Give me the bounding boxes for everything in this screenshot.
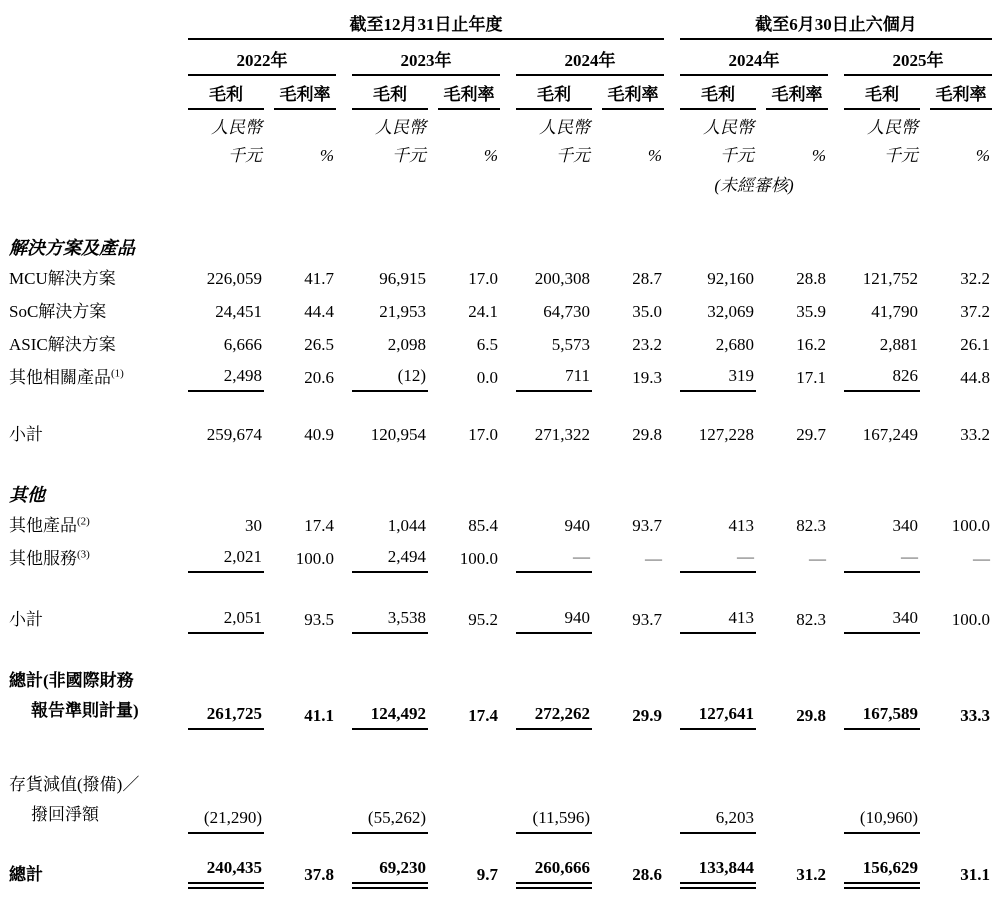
gpm-value: 17.1 [796,368,826,387]
gross-margin-header: 毛利率 [930,80,992,110]
gpm-value: 6.5 [476,335,498,354]
gpm-value: 33.3 [960,706,990,725]
gpm-value: 37.2 [960,302,990,321]
gp-value: 32,069 [707,302,754,321]
percent-label: % [975,146,990,165]
gp-value: 340 [844,608,920,634]
gp-value: 1,044 [387,516,426,535]
row-subtotal-others [0,601,1000,634]
subtotal-label: 小計 [9,425,43,444]
footnote-marker: (2) [77,515,90,528]
gp-value: 21,953 [379,302,426,321]
gp-value: 826 [844,366,920,392]
gpm-value: 20.6 [304,368,334,387]
gpm-value: 17.4 [304,516,334,535]
gpm-value: 93.7 [632,610,662,629]
gross-margin-header: 毛利率 [438,80,500,110]
gpm-value: 41.1 [304,706,334,725]
gpm-value: 17.4 [468,706,498,725]
section-title: 解決方案及產品 [9,238,135,258]
header-currency-row [0,108,1000,140]
spacer [0,449,1000,479]
gp-value: 261,725 [188,704,264,730]
percent-label: % [647,146,662,165]
gpm-value: 29.8 [796,706,826,725]
row-other-services [0,540,1000,573]
gpm-value: 44.8 [960,368,990,387]
gpm-value: 85.4 [468,516,498,535]
unaudited-label: (未經審核) [714,176,794,195]
gpm-value: 19.3 [632,368,662,387]
gross-margin-header: 毛利率 [274,80,336,110]
row-total-non-ifrs [0,666,1000,730]
gp-value: 156,629 [844,858,920,889]
spacer [0,196,1000,232]
gp-value: 226,059 [206,269,262,288]
gross-margin-header: 毛利率 [602,80,664,110]
gpm-value: 32.2 [960,269,990,288]
footnote-marker: (3) [77,548,90,561]
gp-value: 6,203 [680,808,756,834]
gp-value: (11,596) [516,808,592,834]
subtotal-label: 小計 [9,610,43,629]
percent-label: % [811,146,826,165]
footnote-marker: (1) [111,367,124,380]
gpm-value: 33.2 [960,425,990,444]
gpm-value: 95.2 [468,610,498,629]
percent-label: % [483,146,498,165]
gp-value: 271,322 [534,425,590,444]
unit-label: 千元 [884,146,918,165]
gp-value: 127,641 [680,704,756,730]
currency-label: 人民幣 [539,118,590,137]
row-section-others [0,479,1000,507]
year-2025-interim-header: 2025年 [844,46,992,76]
unit-label: 千元 [720,146,754,165]
gpm-value: 29.7 [796,425,826,444]
gpm-value: 28.8 [796,269,826,288]
gpm-value: 93.7 [632,516,662,535]
gp-value: 41,790 [871,302,918,321]
percent-label: % [319,146,334,165]
gpm-value: 29.8 [632,425,662,444]
currency-label: 人民幣 [703,118,754,137]
gp-value: 2,494 [352,547,428,573]
gross-profit-header: 毛利 [844,80,920,110]
gpm-value: 93.5 [304,610,334,629]
gross-profit-header: 毛利 [516,80,592,110]
gpm-value: — [809,549,826,568]
gpm-value: 17.0 [468,269,498,288]
currency-label: 人民幣 [375,118,426,137]
spacer [0,634,1000,666]
gpm-value: 82.3 [796,516,826,535]
gp-value: 272,262 [516,704,592,730]
gpm-value: 17.0 [468,425,498,444]
gp-value: 133,844 [680,858,756,889]
row-mcu-solutions [0,260,1000,293]
section-title: 其他 [9,485,45,505]
spacer [0,392,1000,416]
row-label: SoC解決方案 [9,302,107,321]
gp-value: 24,451 [215,302,262,321]
gpm-value: 23.2 [632,335,662,354]
gp-value: 319 [680,366,756,392]
gp-value: 940 [516,608,592,634]
gpm-value: 37.8 [304,865,334,884]
gpm-value: 100.0 [951,610,990,629]
header-period-row [0,6,1000,40]
gross-profit-header: 毛利 [680,80,756,110]
unit-label: 千元 [392,146,426,165]
gpm-value: 41.7 [304,269,334,288]
gp-value: 940 [564,516,590,535]
gpm-value: 100.0 [295,549,334,568]
header-metric-row [0,80,1000,108]
row-label: 總計(非國際財務 報告準則計量) [9,671,139,720]
gp-value: 69,230 [352,858,428,889]
gp-value: 5,573 [551,335,590,354]
gpm-value: 26.1 [960,335,990,354]
gpm-value: 24.1 [468,302,498,321]
gp-value: 340 [892,516,918,535]
gross-profit-header: 毛利 [188,80,264,110]
gp-value: 167,249 [862,425,918,444]
unit-label: 千元 [556,146,590,165]
year-2024-interim-header: 2024年 [680,46,828,76]
gp-value: 2,498 [188,366,264,392]
gp-value: 260,666 [516,858,592,889]
gp-value: 2,881 [879,335,918,354]
spacer [0,730,1000,770]
row-section-solutions [0,232,1000,260]
gp-value: 120,954 [370,425,426,444]
gpm-value: 100.0 [459,549,498,568]
gp-value: 3,538 [352,608,428,634]
spacer [0,573,1000,601]
row-label: 其他服務$^{(3)}$ [9,548,90,568]
gp-value: 2,680 [715,335,754,354]
gpm-value: 16.2 [796,335,826,354]
row-inventory-impairment [0,770,1000,834]
gpm-value: 31.1 [960,865,990,884]
unit-label: 千元 [228,146,262,165]
gpm-value: 28.6 [632,865,662,884]
row-soc-solutions [0,293,1000,326]
gpm-value: 35.0 [632,302,662,321]
gp-value: 127,228 [698,425,754,444]
gpm-value: — [973,549,990,568]
header-unaudited-row [0,168,1000,196]
gp-value: 96,915 [379,269,426,288]
row-total [0,856,1000,889]
row-asic-solutions [0,326,1000,359]
gpm-value: 31.2 [796,865,826,884]
gp-value: (12) [352,366,428,392]
gp-value: 2,051 [188,608,264,634]
gross-margin-header: 毛利率 [766,80,828,110]
gp-value: 413 [680,608,756,634]
gp-value: (55,262) [352,808,428,834]
row-label: MCU解決方案 [9,269,116,288]
gp-value: 124,492 [352,704,428,730]
gpm-value: 40.9 [304,425,334,444]
gp-value: 6,666 [223,335,262,354]
gpm-value: 28.7 [632,269,662,288]
spacer [0,834,1000,856]
gpm-value: 0.0 [476,368,498,387]
header-year-row [0,46,1000,76]
gp-value: 200,308 [534,269,590,288]
gross-profit-header: 毛利 [352,80,428,110]
period-interim-header: 截至6月30日止六個月 [680,10,992,40]
gpm-value: 29.9 [632,706,662,725]
year-2024-header: 2024年 [516,46,664,76]
gpm-value: 100.0 [951,516,990,535]
header-unit-row [0,140,1000,168]
gp-value: (10,960) [844,808,920,834]
row-other-related-products [0,359,1000,392]
gpm-value: 26.5 [304,335,334,354]
gp-value: 240,435 [188,858,264,889]
gpm-value: — [645,549,662,568]
gp-value: — [516,547,592,573]
gpm-value: 9.7 [476,865,498,884]
row-label: ASIC解決方案 [9,335,116,354]
gp-value: — [844,547,920,573]
row-subtotal-solutions [0,416,1000,449]
year-2022-header: 2022年 [188,46,336,76]
period-annual-header: 截至12月31日止年度 [188,10,664,40]
gp-value: 2,021 [188,547,264,573]
gp-value: — [680,547,756,573]
gpm-value: 44.4 [304,302,334,321]
row-label: 其他產品$^{(2)}$ [9,515,90,535]
gp-value: 92,160 [707,269,754,288]
gp-value: 64,730 [543,302,590,321]
gp-value: 2,098 [387,335,426,354]
row-label: 存貨減值(撥備)／ 撥回淨額 [9,775,140,824]
gpm-value: 35.9 [796,302,826,321]
gp-value: (21,290) [188,808,264,834]
year-2023-header: 2023年 [352,46,500,76]
gp-value: 259,674 [206,425,262,444]
total-label: 總計 [9,865,43,884]
gp-value: 30 [245,516,262,535]
gp-value: 413 [728,516,754,535]
currency-label: 人民幣 [211,118,262,137]
row-other-products [0,507,1000,540]
currency-label: 人民幣 [867,118,918,137]
gp-value: 711 [516,366,592,392]
gp-value: 121,752 [862,269,918,288]
gpm-value: 82.3 [796,610,826,629]
gp-value: 167,589 [844,704,920,730]
row-label: 其他相關產品$^{(1)}$ [9,367,124,387]
